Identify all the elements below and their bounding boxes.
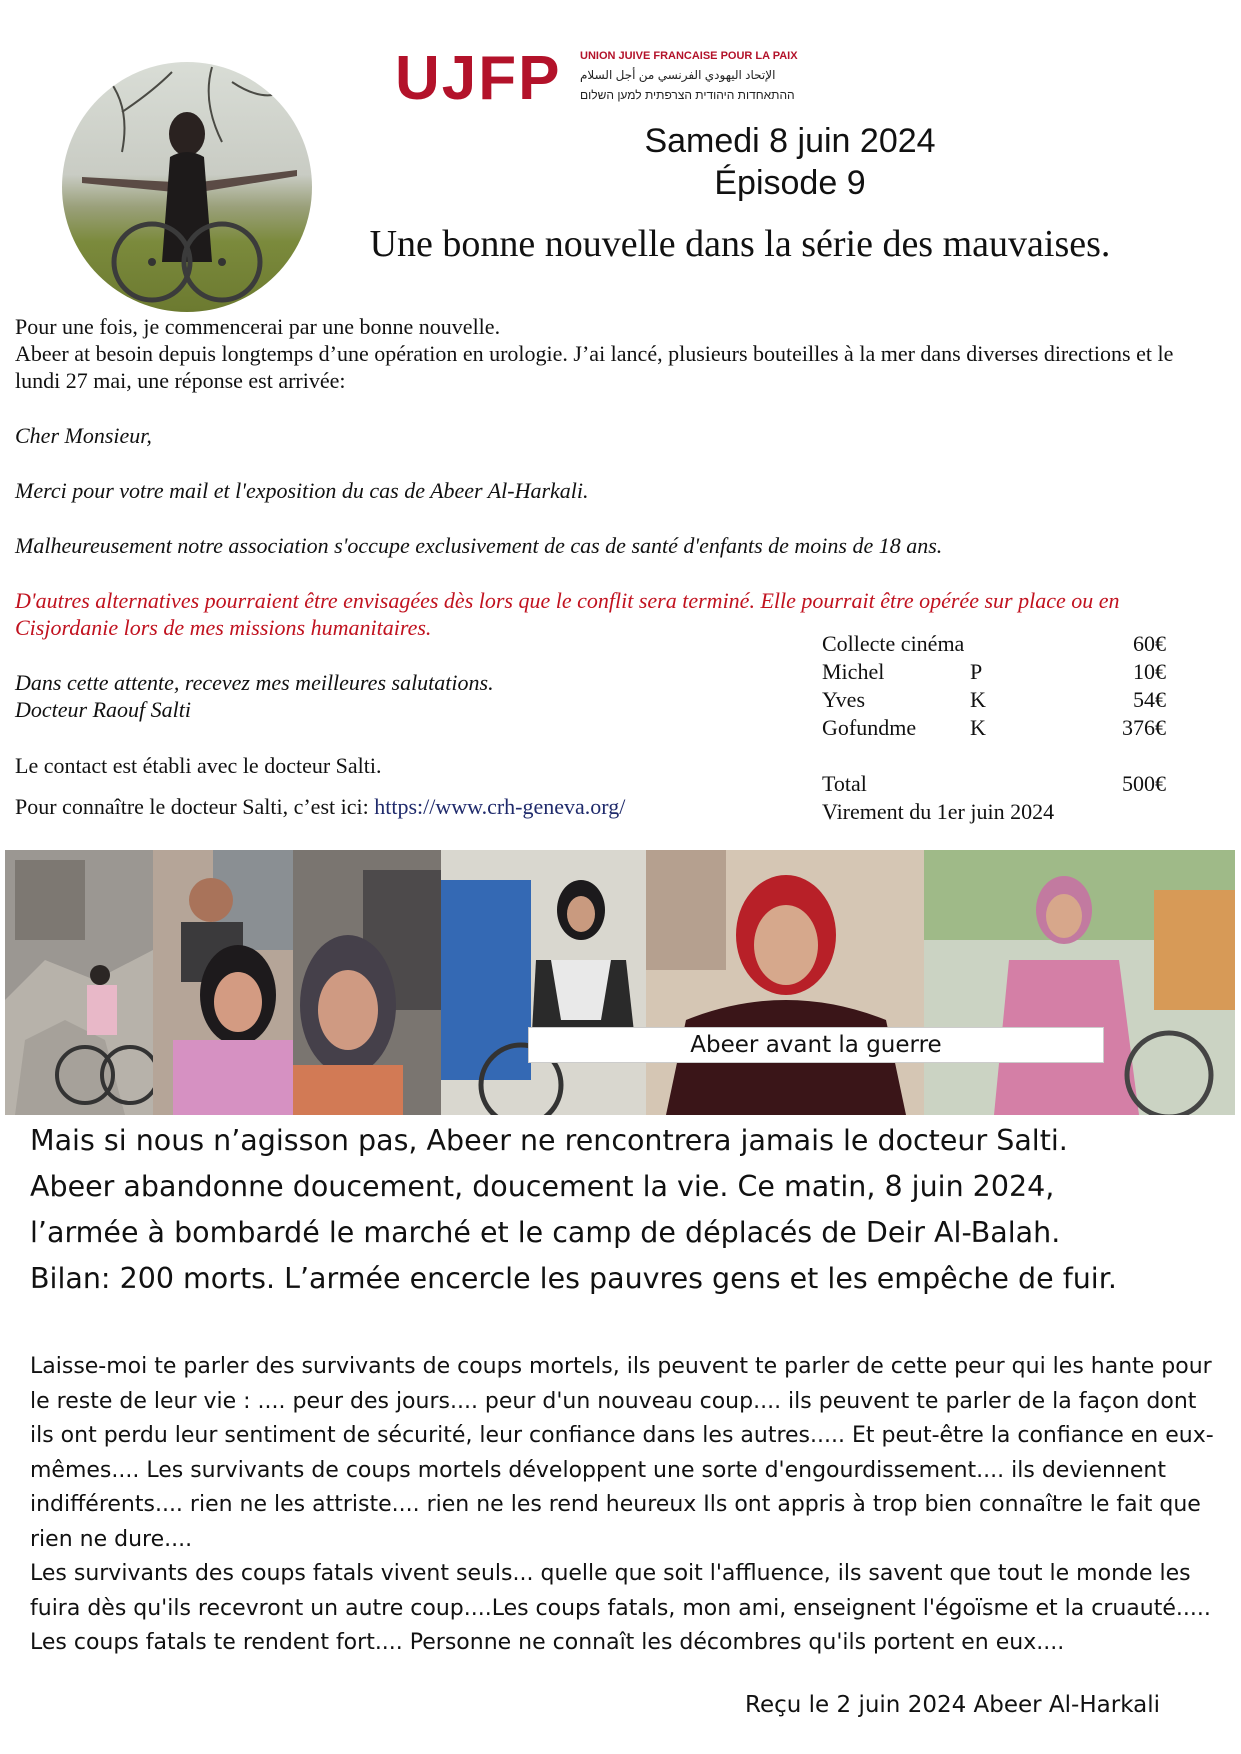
contact-prefix: Pour connaître le docteur Salti, c’est ici: xyxy=(15,794,375,819)
donor-mark: K xyxy=(970,687,986,712)
photo-selfie-hijab xyxy=(293,850,441,1115)
reply-paragraph-2: Malheureusement notre association s'occupe exclusivement de cas de santé d'enfants de moins de 18 ans. xyxy=(15,533,943,558)
reply-paragraph-red: D'autres alternatives pourraient être envisagées dès lors que le conflit sera terminé. Elle pourrait être opérée sur place ou en Cisjordanie lors de mes missions humanitaires. xyxy=(15,588,1120,640)
reply-signature: Docteur Raouf Salti xyxy=(15,697,191,722)
logo-name-fr: UNION JUIVE FRANCAISE POUR LA PAIX xyxy=(580,50,798,62)
total-amount: 500€ xyxy=(1122,771,1166,796)
donation-row xyxy=(822,658,1182,686)
donation-amount: 54€ xyxy=(1133,687,1166,712)
photo-rubble xyxy=(5,850,153,1115)
plea-line-3: l’armée à bombardé le marché et le camp de déplacés de Deir Al-Balah. xyxy=(30,1216,1061,1249)
contact-line-1: Le contact est établi avec le docteur Salti. xyxy=(15,753,382,778)
logo-name-he: ההתאחדות היהודית הצרפתית למען השלום xyxy=(580,88,795,102)
abeer-paragraph-2: Les survivants des coups fatals vivent seuls... quelle que soit l'affluence, ils savent que tout le monde les fuira dès qu'ils recevront un autre coup....Les coups fatals, mon ami, enseignent l'égoïsme et la cruauté..... Les coups fatals te rendent fort.... Personne ne connaît les décombres qu'ils portent en eux.... xyxy=(30,1561,1211,1655)
photo-selfie-couple xyxy=(153,850,293,1115)
donor-name: Gofundme xyxy=(822,715,917,740)
contact-line-2 xyxy=(15,793,775,820)
intro-line-2: Abeer at besoin depuis longtemps d’une opération en urologie. J’ai lancé, plusieurs bouteilles à la mer dans diverses directions et le lundi 27 mai, une réponse est arrivée: xyxy=(15,341,1174,393)
total-label: Total xyxy=(822,771,867,796)
donation-row xyxy=(822,686,1182,714)
donor-name: Collecte cinéma xyxy=(822,631,965,656)
abeer-paragraph-1: Laisse-moi te parler des survivants de coups mortels, ils peuvent te parler de cette peur qui les hante pour le reste de leur vie : .... peur des jours.... peur d'un nouveau coup.... ils peuvent te parler de la façon dont ils ont perdu leur sentiment de sécurité, leur confiance dans les autres..... Et peut-être la confiance en eux-mêmes.... Les survivants de coups mortels développent une sorte d'engourdissement.... ils deviennent indifférents.... rien ne les attriste.... rien ne les rend heureux Ils ont appris à trop bien connaître le fait que rien ne dure.... xyxy=(30,1354,1214,1552)
date-block xyxy=(560,120,1020,204)
donor-name: Yves xyxy=(822,687,866,712)
donation-amount: 10€ xyxy=(1133,659,1166,684)
page-title: Une bonne nouvelle dans la série des mauvaises. xyxy=(369,223,1111,265)
donation-amount: 376€ xyxy=(1122,715,1166,740)
donation-row xyxy=(822,714,1182,742)
donation-total-row xyxy=(822,770,1182,798)
intro-paragraph xyxy=(15,313,1215,394)
donations-spacer xyxy=(822,742,1182,770)
plea-line-4: Bilan: 200 morts. L’armée encercle les pauvres gens et les empêche de fuir. xyxy=(30,1262,1117,1295)
photo-pink-dress xyxy=(924,850,1235,1115)
donor-mark: P xyxy=(970,659,983,684)
donor-name: Michel xyxy=(822,659,885,684)
donation-amount: 60€ xyxy=(1133,631,1166,656)
donation-row xyxy=(822,630,1182,658)
logo-acronym: UJFP xyxy=(395,44,562,113)
donations-table xyxy=(822,630,1182,826)
plea-line-1: Mais si nous n’agisson pas, Abeer ne rencontrera jamais le docteur Salti. xyxy=(30,1124,1068,1157)
abeer-signature: Reçu le 2 juin 2024 Abeer Al-Harkali xyxy=(745,1692,1160,1718)
plea-block xyxy=(30,1118,1220,1302)
logo-name-ar: الإتحاد اليهودي الفرنسي من أجل السلام xyxy=(580,68,776,82)
ujfp-logo xyxy=(395,44,815,113)
reply-salutation: Cher Monsieur, xyxy=(15,423,152,448)
reply-closing-line: Dans cette attente, recevez mes meilleures salutations. xyxy=(15,670,494,695)
photo-keffiyeh xyxy=(441,850,646,1115)
portrait-photo xyxy=(62,62,312,312)
photo-red-hijab xyxy=(646,850,924,1115)
photo-caption: Abeer avant la guerre xyxy=(528,1027,1104,1063)
salti-website-link[interactable]: https://www.crh-geneva.org/ xyxy=(374,794,626,819)
plea-line-2: Abeer abandonne doucement, doucement la vie. Ce matin, 8 juin 2024, xyxy=(30,1170,1055,1203)
transfer-date: Virement du 1er juin 2024 xyxy=(822,799,1055,824)
date-text: Samedi 8 juin 2024 xyxy=(644,122,936,160)
reply-paragraph-1: Merci pour votre mail et l'exposition du cas de Abeer Al-Harkali. xyxy=(15,478,589,503)
donor-mark: K xyxy=(970,715,986,740)
intro-line-1: Pour une fois, je commencerai par une bonne nouvelle. xyxy=(15,314,501,339)
episode-text: Épisode 9 xyxy=(714,164,866,202)
abeer-letter xyxy=(30,1350,1220,1661)
reply-closing xyxy=(15,669,715,723)
transfer-row xyxy=(822,798,1182,826)
